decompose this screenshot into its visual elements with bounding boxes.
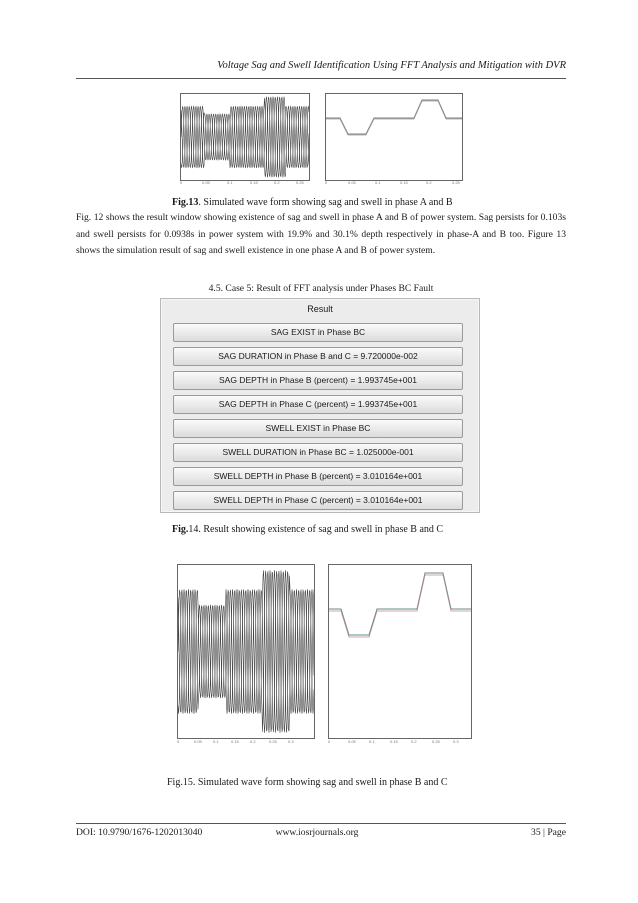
- running-title: Voltage Sag and Swell Identification Using FFT Analysis and Mitigation with DVR: [217, 60, 566, 71]
- rms15-trace-b: [329, 575, 471, 637]
- svg-text:0.2: 0.2: [426, 180, 432, 185]
- svg-text:0.1: 0.1: [227, 180, 233, 185]
- svg-text:0.15: 0.15: [250, 180, 258, 185]
- fig13-caption: [172, 197, 453, 208]
- svg-text:0.05: 0.05: [348, 739, 356, 744]
- svg-text:0.3: 0.3: [288, 739, 294, 744]
- svg-text:0.25: 0.25: [432, 739, 440, 744]
- svg-text:0: 0: [325, 180, 328, 185]
- result-window: [160, 298, 480, 513]
- fig13-waveform-plot: [180, 93, 310, 181]
- svg-text:0.15: 0.15: [390, 739, 398, 744]
- svg-text:0.2: 0.2: [411, 739, 417, 744]
- sag-depth-b-button[interactable]: SAG DEPTH in Phase B (percent) = 1.993745e+001: [173, 371, 463, 390]
- svg-text:0.05: 0.05: [348, 180, 356, 185]
- rms-trace-a: [326, 100, 462, 134]
- fig15-rms-svg: [329, 565, 471, 738]
- svg-text:0.25: 0.25: [296, 180, 304, 185]
- sag-depth-c-button[interactable]: SAG DEPTH in Phase C (percent) = 1.993745e+001: [173, 395, 463, 414]
- svg-text:0: 0: [177, 739, 180, 744]
- svg-text:0.2: 0.2: [274, 180, 280, 185]
- fig13-rms-svg: [326, 94, 462, 180]
- fig15-waveform-plot: [177, 564, 315, 739]
- swell-depth-c-button[interactable]: SWELL DEPTH in Phase C (percent) = 3.010164e+001: [173, 491, 463, 510]
- svg-text:0.1: 0.1: [369, 739, 375, 744]
- footer-doi: DOI: 10.9790/1676-1202013040: [76, 827, 203, 838]
- body-paragraph: Fig. 12 shows the result window showing existence of sag and swell in phase A and B of power system. Sag persists for 0.103s and swell persists for 0.0938s in power system with 19.9% and 30.1% depth respectively in phase-A and B too. Figure 13 shows the simulation result of sag and swell existence in one phase A and B of power system.: [76, 212, 566, 256]
- result-title: Result: [307, 304, 333, 314]
- svg-text:0.1: 0.1: [213, 739, 219, 744]
- svg-text:0.05: 0.05: [194, 739, 202, 744]
- fig13-tick-row: [172, 178, 468, 188]
- svg-text:0.25: 0.25: [269, 739, 277, 744]
- svg-text:0.25: 0.25: [452, 180, 460, 185]
- fig14-caption: [172, 524, 443, 535]
- fig13-label: Fig.13: [172, 197, 199, 208]
- figure-13: [172, 90, 468, 190]
- footer-rule: [76, 823, 566, 824]
- svg-text:0: 0: [180, 180, 183, 185]
- section-subheading: 4.5. Case 5: Result of FFT analysis under Phases BC Fault: [208, 283, 434, 294]
- fig13-rms-plot: [325, 93, 463, 181]
- sag-duration-button[interactable]: SAG DURATION in Phase B and C = 9.720000e-002: [173, 347, 463, 366]
- header-rule: [76, 78, 566, 79]
- swell-depth-b-button[interactable]: SWELL DEPTH in Phase B (percent) = 3.010164e+001: [173, 467, 463, 486]
- svg-text:0.2: 0.2: [250, 739, 256, 744]
- sag-exist-button[interactable]: SAG EXIST in Phase BC: [173, 323, 463, 342]
- fig15-tick-row: [168, 736, 480, 748]
- figure-15: [168, 560, 480, 750]
- footer-page: 35 | Page: [531, 827, 566, 838]
- fig15-waveform-svg: [178, 565, 314, 738]
- svg-text:0.05: 0.05: [202, 180, 210, 185]
- svg-text:0: 0: [328, 739, 331, 744]
- fig15-caption: Fig.15. Simulated wave form showing sag and swell in phase B and C: [167, 777, 448, 788]
- svg-text:0.15: 0.15: [231, 739, 239, 744]
- swell-duration-button[interactable]: SWELL DURATION in Phase BC = 1.025000e-001: [173, 443, 463, 462]
- svg-text:0.1: 0.1: [375, 180, 381, 185]
- fig14-label: Fig.: [172, 524, 189, 535]
- fig15-rms-plot: [328, 564, 472, 739]
- footer-website: www.iosrjournals.org: [275, 827, 359, 838]
- svg-text:0.15: 0.15: [400, 180, 408, 185]
- fig13-caption-text: . Simulated wave form showing sag and swell in phase A and B: [198, 197, 453, 208]
- swell-exist-button[interactable]: SWELL EXIST in Phase BC: [173, 419, 463, 438]
- fig14-caption-text: 14. Result showing existence of sag and swell in phase B and C: [188, 524, 444, 535]
- fig13-waveform-svg: [181, 94, 309, 180]
- svg-text:0.3: 0.3: [453, 739, 459, 744]
